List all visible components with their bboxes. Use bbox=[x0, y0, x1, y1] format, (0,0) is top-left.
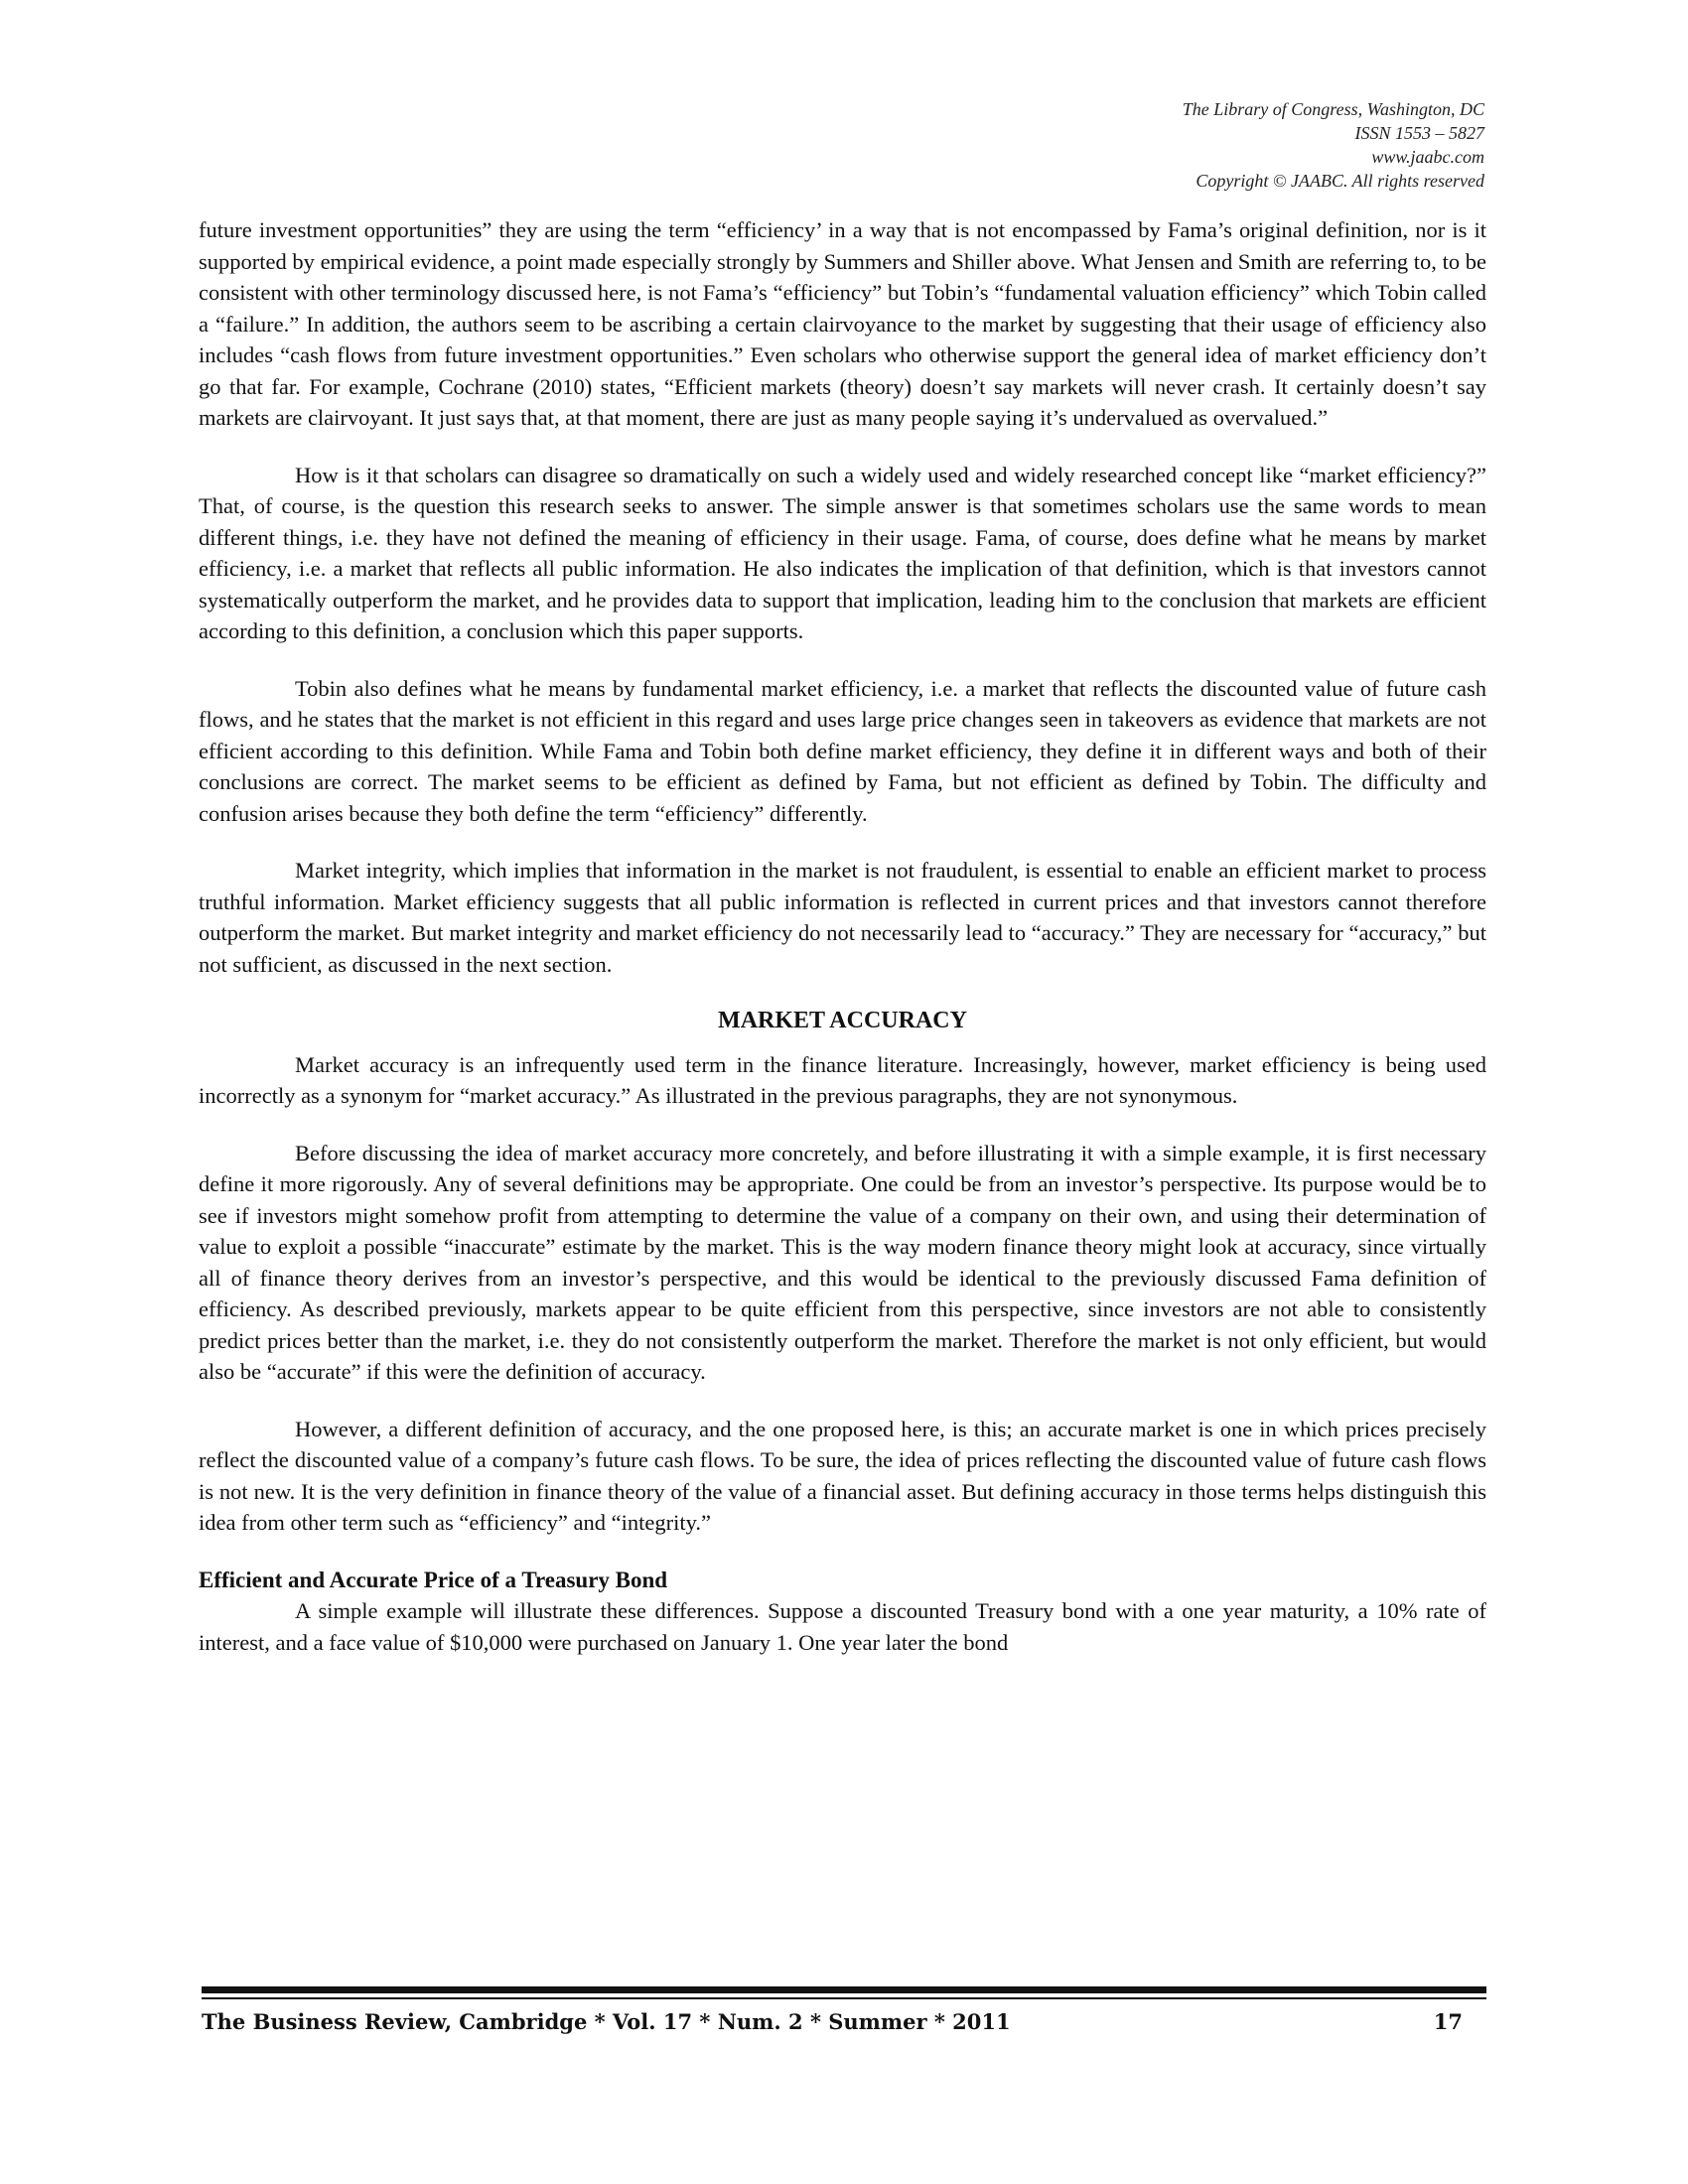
page-number: 17 bbox=[1433, 2009, 1463, 2034]
footer-rule-thick bbox=[202, 1986, 1486, 1993]
header-copyright: Copyright © JAABC. All rights reserved bbox=[1196, 171, 1484, 191]
paragraph: Market integrity, which implies that information in the market is not fraudulent, is essential to enable an efficient market to process truthful information. Market efficiency suggests that all public information is reflected in current prices and that investors cannot therefore outperform the market. But market integrity and market efficiency do not necessarily lead to “accuracy.” They are necessary for “accuracy,” but not sufficient, as discussed in the next section. bbox=[199, 858, 1486, 977]
paragraph: How is it that scholars can disagree so dramatically on such a widely used and widely researched concept like “market efficiency?” That, of course, is the question this research seeks to answer. The simple answer is that sometimes scholars use the same words to mean different things, i.e. they have not defined the meaning of efficiency in their usage. Fama, of course, does define what he means by market efficiency, i.e. a market that reflects all public information. He also indicates the implication of that definition, which is that investors cannot systematically outperform the market, and he provides data to support that implication, leading him to the conclusion that markets are efficient according to this definition, a conclusion which this paper supports. bbox=[199, 462, 1486, 643]
footer-journal-info: The Business Review, Cambridge * Vol. 17 * Num. 2 * Summer * 2011 bbox=[202, 2009, 1011, 2034]
footer-rule-thin bbox=[202, 1997, 1486, 1999]
header-issn: ISSN 1553 – 5827 bbox=[1354, 123, 1484, 143]
journal-header bbox=[1183, 97, 1484, 193]
page-footer bbox=[202, 2009, 1486, 2039]
paragraph: Tobin also defines what he means by fundamental market efficiency, i.e. a market that reflects the discounted value of future cash flows, and he states that the market is not efficient in this regard and uses large price changes seen in takeovers as evidence that markets are not efficient according to this definition. While Fama and Tobin both define market efficiency, they define it in different ways and both of their conclusions are correct. The market seems to be efficient as defined by Fama, but not efficient as defined by Tobin. The difficulty and confusion arises because they both define the term “efficiency” differently. bbox=[199, 675, 1486, 826]
paragraph: A simple example will illustrate these differences. Suppose a discounted Treasury bond with a one year maturity, a 10% rate of interest, and a face value of $10,000 were purchased on January 1. One year later the bond bbox=[199, 1598, 1486, 1655]
paragraph: However, a different definition of accuracy, and the one proposed here, is this; an accurate market is one in which prices precisely reflect the discounted value of a company’s future cash flows. To be sure, the idea of prices reflecting the discounted value of future cash flows is not new. It is the very definition in finance theory of the value of a financial asset. But defining accuracy in those terms helps distinguish this idea from other term such as “efficiency” and “integrity.” bbox=[199, 1416, 1486, 1535]
paragraph-continuation: future investment opportunities” they are using the term “efficiency’ in a way that is not encompassed by Fama’s original definition, nor is it supported by empirical evidence, a point made especially strongly by Summers and Shiller above. What Jensen and Smith are referring to, to be consistent with other terminology discussed here, is not Fama’s “efficiency” but Tobin’s “fundamental valuation efficiency” which Tobin called a “failure.” In addition, the authors seem to be ascribing a certain clairvoyance to the market by suggesting that their usage of efficiency also includes “cash flows from future investment opportunities.” Even scholars who otherwise support the general idea of market efficiency don’t go that far. For example, Cochrane (2010) states, “Efficient markets (theory) doesn’t say markets will never crash. It certainly doesn’t say markets are clairvoyant. It just says that, at that moment, there are just as many people saying it’s undervalued as overvalued.” bbox=[199, 217, 1486, 430]
header-website: www.jaabc.com bbox=[1371, 147, 1484, 167]
section-heading: MARKET ACCURACY bbox=[718, 1008, 967, 1033]
subsection-heading: Efficient and Accurate Price of a Treasury Bond bbox=[199, 1567, 668, 1592]
header-publisher: The Library of Congress, Washington, DC bbox=[1182, 99, 1484, 119]
paragraph: Market accuracy is an infrequently used term in the finance literature. Increasingly, however, market efficiency is being used incorrectly as a synonym for “market accuracy.” As illustrated in the previous paragraphs, they are not synonymous. bbox=[199, 1051, 1486, 1108]
paragraph: Before discussing the idea of market accuracy more concretely, and before illustrating it with a simple example, it is first necessary define it more rigorously. Any of several definitions may be appropriate. One could be from an investor’s perspective. Its purpose would be to see if investors might somehow profit from attempting to determine the value of a company on their own, and using their determination of value to exploit a possible “inaccurate” estimate by the market. This is the way modern finance theory might look at accuracy, since virtually all of finance theory derives from an investor’s perspective, and this would be identical to the previously discussed Fama definition of efficiency. As described previously, markets appear to be quite efficient from this perspective, since investors are not able to consistently predict prices better than the market, i.e. they do not consistently outperform the market. Therefore the market is not only efficient, but would also be “accurate” if this were the definition of accuracy. bbox=[199, 1140, 1486, 1384]
article-body bbox=[199, 214, 1486, 1658]
